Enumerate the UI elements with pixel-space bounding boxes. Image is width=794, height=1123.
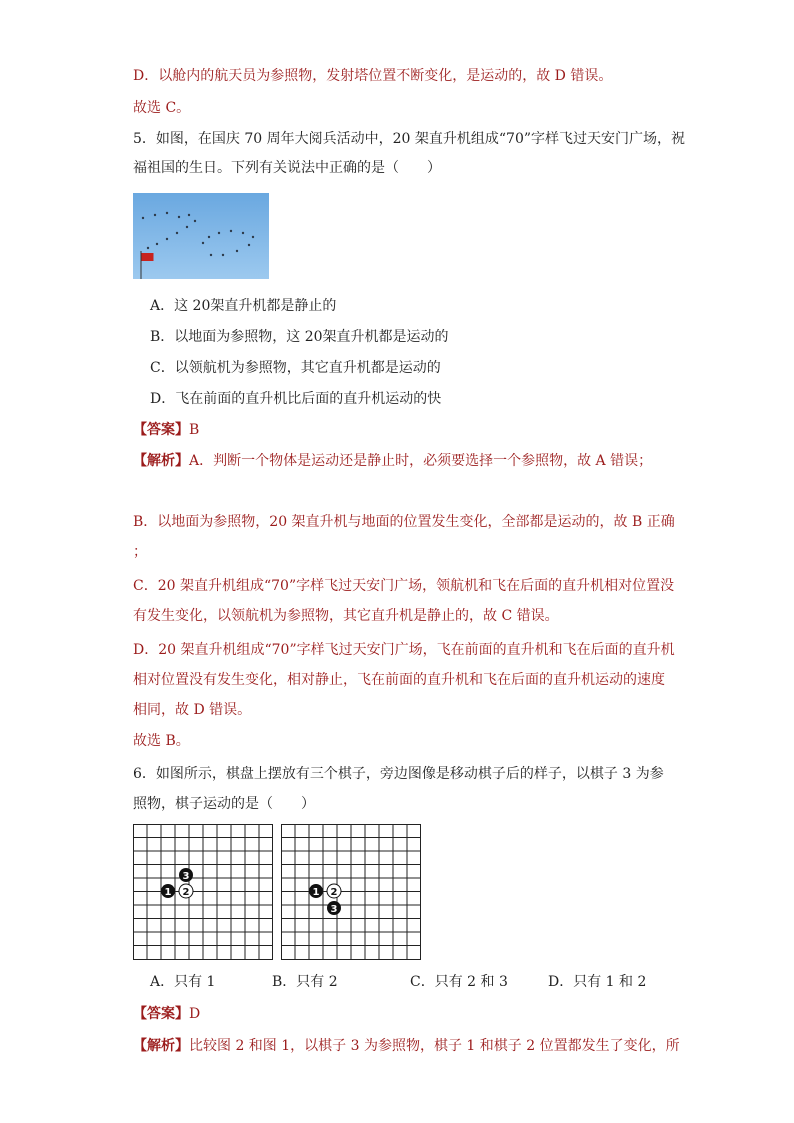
q5-stem-line2: 福祖国的生日。下列有关说法中正确的是（ ） bbox=[133, 160, 441, 176]
q5-analysis-b-line1: B．以地面为参照物，20 架直升机与地面的位置发生变化，全部都是运动的，故 B 正确 bbox=[133, 514, 675, 530]
q6-analysis-label: 【解析】 bbox=[133, 1038, 189, 1054]
q5-answer bbox=[133, 420, 199, 440]
q6-option-c: C．只有 2 和 3 bbox=[410, 974, 508, 990]
piece-1 bbox=[161, 884, 175, 898]
q6-stem-line2: 照物，棋子运动的是（ ） bbox=[133, 796, 315, 812]
q5-analysis-d-line3: 相同，故 D 错误。 bbox=[133, 702, 252, 718]
q6-option-a: A．只有 1 bbox=[150, 974, 216, 990]
q5-analysis-d-line2: 相对位置没有发生变化，相对静止，飞在前面的直升机和飞在后面的直升机运动的速度 bbox=[133, 672, 665, 688]
prev-conclusion: 故选 C。 bbox=[133, 100, 191, 116]
q6-option-d: D．只有 1 和 2 bbox=[548, 974, 647, 990]
q6-option-b: B．只有 2 bbox=[272, 974, 338, 990]
svg-text:3: 3 bbox=[182, 871, 190, 882]
piece-2 bbox=[327, 884, 341, 898]
piece-3 bbox=[327, 901, 341, 915]
svg-text:1: 1 bbox=[164, 887, 172, 898]
q6-answer-label: 【答案】 bbox=[133, 1006, 189, 1022]
q5-option-c: C．以领航机为参照物，其它直升机都是运动的 bbox=[150, 360, 441, 376]
q5-analysis-c-line2: 有发生变化，以领航机为参照物，其它直升机是静止的，故 C 错误。 bbox=[133, 608, 559, 624]
q5-stem-line1: 5．如图，在国庆 70 周年大阅兵活动中，20 架直升机组成“70”字样飞过天安门广场，祝 bbox=[133, 131, 686, 147]
helicopter-formation-photo bbox=[133, 193, 269, 279]
q5-analysis-a-text: A．判断一个物体是运动还是静止时，必须要选择一个参照物，故 A 错误； bbox=[189, 453, 653, 469]
q6-answer bbox=[133, 1004, 200, 1024]
chessboard-before bbox=[133, 824, 273, 960]
q6-analysis bbox=[133, 1036, 680, 1056]
svg-text:2: 2 bbox=[330, 887, 338, 898]
q5-option-d: D．飞在前面的直升机比后面的直升机运动的快 bbox=[150, 391, 442, 407]
chessboard-after bbox=[281, 824, 421, 960]
q5-analysis-label: 【解析】 bbox=[133, 453, 189, 469]
q5-analysis-c-line1: C．20 架直升机组成“70”字样飞过天安门广场，领航机和飞在后面的直升机相对位置没 bbox=[133, 578, 675, 594]
q6-analysis-line1: 比较图 2 和图 1，以棋子 3 为参照物，棋子 1 和棋子 2 位置都发生了变化，所 bbox=[189, 1038, 680, 1054]
piece-3 bbox=[179, 868, 193, 882]
q5-option-b: B．以地面为参照物，这 20架直升机都是运动的 bbox=[150, 329, 449, 345]
q5-conclusion: 故选 B。 bbox=[133, 733, 190, 749]
svg-text:1: 1 bbox=[312, 887, 320, 898]
q5-analysis-d-line1: D．20 架直升机组成“70”字样飞过天安门广场，飞在前面的直升机和飞在后面的直升机 bbox=[133, 642, 675, 658]
q5-option-a: A．这 20架直升机都是静止的 bbox=[150, 298, 337, 314]
q6-stem-line1: 6．如图所示，棋盘上摆放有三个棋子，旁边图像是移动棋子后的样子，以棋子 3 为参 bbox=[133, 766, 664, 782]
piece-1 bbox=[309, 884, 323, 898]
prev-analysis-d: D．以舱内的航天员为参照物，发射塔位置不断变化，是运动的，故 D 错误。 bbox=[133, 68, 613, 84]
svg-text:3: 3 bbox=[330, 904, 338, 915]
q5-analysis-b-line2: ； bbox=[133, 544, 147, 560]
q5-answer-label: 【答案】 bbox=[133, 422, 189, 438]
q5-answer-value: B bbox=[189, 422, 200, 438]
piece-2 bbox=[179, 884, 193, 898]
svg-text:2: 2 bbox=[182, 887, 190, 898]
q6-answer-value: D bbox=[189, 1006, 201, 1022]
q5-analysis-a bbox=[133, 451, 652, 471]
